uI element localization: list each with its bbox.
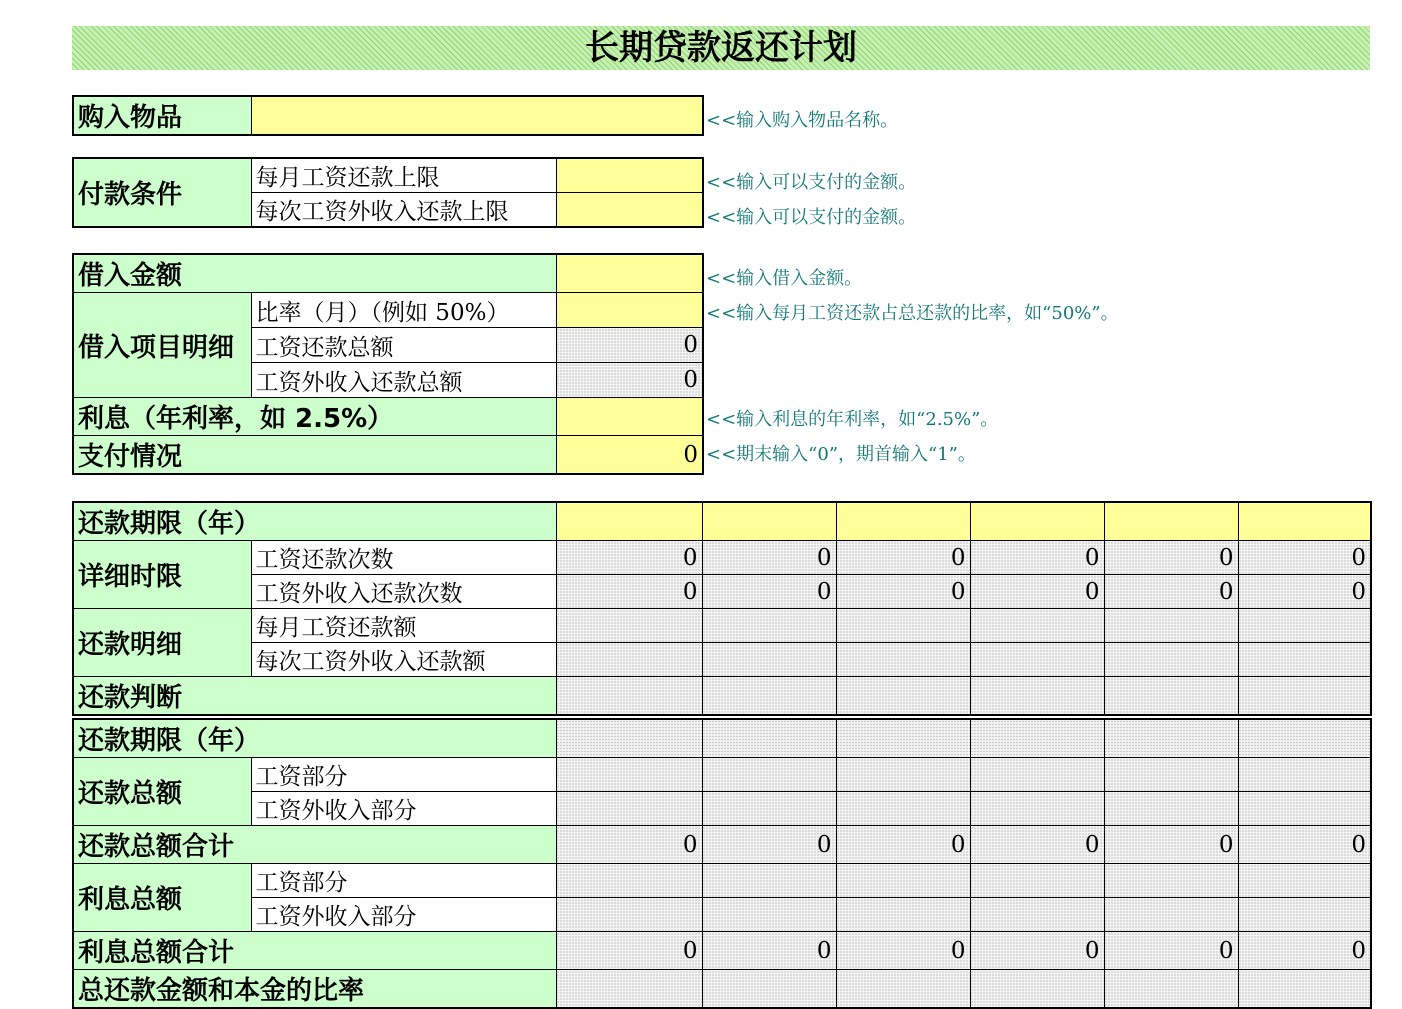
ratio-total-label: 总还款金额和本金的比率 xyxy=(73,970,556,1009)
payment-label: 付款条件 xyxy=(73,158,251,227)
item-input[interactable] xyxy=(251,96,703,135)
interest-salary-part-label: 工资部分 xyxy=(251,864,556,898)
interest-salary-part-cell xyxy=(702,864,836,898)
payment-table xyxy=(72,157,704,228)
salary-count-cell: 0 xyxy=(556,541,702,575)
other-count-cell: 0 xyxy=(556,575,702,609)
total-other-part-cell xyxy=(1238,792,1371,826)
period-input[interactable] xyxy=(836,502,970,541)
interest-other-part-cell xyxy=(970,898,1104,932)
judge-cell xyxy=(970,677,1104,716)
total-other-part-cell xyxy=(970,792,1104,826)
total-salary-part-cell xyxy=(702,758,836,792)
interest-other-part-cell xyxy=(1104,898,1238,932)
total-other-part-cell xyxy=(556,792,702,826)
summary-period-cell xyxy=(702,719,836,758)
salary-count-cell: 0 xyxy=(1104,541,1238,575)
interest-salary-part-cell xyxy=(970,864,1104,898)
page-title: 长期贷款返还计划 xyxy=(585,28,857,68)
salary-total-label: 工资还款总额 xyxy=(251,328,556,363)
total-sum-cell: 0 xyxy=(970,826,1104,864)
interest-other-part-cell xyxy=(1238,898,1371,932)
ratio-label: 比率（月）（例如 50%） xyxy=(251,293,556,328)
total-sum-label: 还款总额合计 xyxy=(73,826,556,864)
ratio-total-cell xyxy=(702,970,836,1009)
detail-period-label: 详细时限 xyxy=(73,541,251,609)
monthly-repay-label: 每月工资还款额 xyxy=(251,609,556,643)
interest-sum-cell: 0 xyxy=(836,932,970,970)
ratio-total-cell xyxy=(1238,970,1371,1009)
monthly-limit-label: 每月工资还款上限 xyxy=(251,158,556,193)
monthly-repay-cell xyxy=(970,609,1104,643)
schedule-period-label: 还款期限（年） xyxy=(73,502,556,541)
other-limit-input[interactable] xyxy=(556,193,703,228)
loan-amount-label: 借入金额 xyxy=(73,254,556,293)
item-note: <<输入购入物品名称。 xyxy=(706,110,899,131)
interest-salary-part-cell xyxy=(1238,864,1371,898)
total-sum-cell: 0 xyxy=(556,826,702,864)
period-input[interactable] xyxy=(1238,502,1371,541)
each-repay-cell xyxy=(556,643,702,677)
total-salary-part-cell xyxy=(1238,758,1371,792)
salary-count-cell: 0 xyxy=(970,541,1104,575)
loan-amount-input[interactable] xyxy=(556,254,703,293)
total-sum-cell: 0 xyxy=(1238,826,1371,864)
summary-period-cell xyxy=(556,719,702,758)
summary-period-cell xyxy=(1104,719,1238,758)
judge-label: 还款判断 xyxy=(73,677,556,716)
total-repay-label: 还款总额 xyxy=(73,758,251,826)
monthly-repay-cell xyxy=(702,609,836,643)
total-salary-part-label: 工资部分 xyxy=(251,758,556,792)
salary-count-label: 工资还款次数 xyxy=(251,541,556,575)
other-count-label: 工资外收入还款次数 xyxy=(251,575,556,609)
other-count-cell: 0 xyxy=(1238,575,1371,609)
total-sum-cell: 0 xyxy=(702,826,836,864)
monthly-repay-cell xyxy=(1238,609,1371,643)
monthly-limit-input[interactable] xyxy=(556,158,703,193)
summary-period-cell xyxy=(970,719,1104,758)
summary-period-label: 还款期限（年） xyxy=(73,719,556,758)
total-salary-part-cell xyxy=(836,758,970,792)
period-input[interactable] xyxy=(970,502,1104,541)
ratio-input[interactable] xyxy=(556,293,703,328)
summary-table xyxy=(72,718,1372,1009)
salary-total-value: 0 xyxy=(556,328,703,363)
interest-salary-part-cell xyxy=(1104,864,1238,898)
monthly-repay-cell xyxy=(836,609,970,643)
salary-count-cell: 0 xyxy=(836,541,970,575)
each-repay-cell xyxy=(1238,643,1371,677)
item-label: 购入物品 xyxy=(73,96,251,135)
salary-count-cell: 0 xyxy=(702,541,836,575)
total-salary-part-cell xyxy=(970,758,1104,792)
other-count-cell: 0 xyxy=(1104,575,1238,609)
other-count-cell: 0 xyxy=(836,575,970,609)
other-count-cell: 0 xyxy=(702,575,836,609)
judge-cell xyxy=(702,677,836,716)
interest-note: <<输入利息的年利率，如“2.5%”。 xyxy=(706,409,999,430)
total-sum-cell: 0 xyxy=(1104,826,1238,864)
salary-count-cell: 0 xyxy=(1238,541,1371,575)
total-salary-part-cell xyxy=(556,758,702,792)
interest-sum-cell: 0 xyxy=(702,932,836,970)
interest-salary-part-cell xyxy=(556,864,702,898)
loan-table xyxy=(72,253,704,475)
period-input[interactable] xyxy=(556,502,702,541)
ratio-total-cell xyxy=(1104,970,1238,1009)
summary-period-cell xyxy=(836,719,970,758)
total-other-part-cell xyxy=(702,792,836,826)
monthly-repay-cell xyxy=(556,609,702,643)
each-repay-cell xyxy=(702,643,836,677)
interest-sum-cell: 0 xyxy=(556,932,702,970)
pay-label: 支付情况 xyxy=(73,436,556,475)
total-other-part-cell xyxy=(1104,792,1238,826)
loan-detail-label: 借入项目明细 xyxy=(73,293,251,398)
interest-other-part-cell xyxy=(836,898,970,932)
interest-total-label: 利息总额 xyxy=(73,864,251,932)
each-repay-cell xyxy=(836,643,970,677)
interest-sum-cell: 0 xyxy=(1104,932,1238,970)
ratio-total-cell xyxy=(836,970,970,1009)
other-total-value: 0 xyxy=(556,363,703,398)
other-count-cell: 0 xyxy=(970,575,1104,609)
each-repay-cell xyxy=(1104,643,1238,677)
ratio-total-cell xyxy=(970,970,1104,1009)
interest-label: 利息（年利率，如 2.5%） xyxy=(73,398,556,436)
interest-sum-cell: 0 xyxy=(970,932,1104,970)
judge-cell xyxy=(1238,677,1371,716)
ratio-note: <<输入每月工资还款占总还款的比率，如“50%”。 xyxy=(706,303,1119,324)
other-total-label: 工资外收入还款总额 xyxy=(251,363,556,398)
ratio-total-cell xyxy=(556,970,702,1009)
interest-sum-label: 利息总额合计 xyxy=(73,932,556,970)
summary-period-cell xyxy=(1238,719,1371,758)
judge-cell xyxy=(556,677,702,716)
total-salary-part-cell xyxy=(1104,758,1238,792)
interest-input[interactable] xyxy=(556,398,703,436)
interest-other-part-label: 工资外收入部分 xyxy=(251,898,556,932)
schedule-table xyxy=(72,501,1372,716)
period-input[interactable] xyxy=(1104,502,1238,541)
each-repay-cell xyxy=(970,643,1104,677)
pay-input[interactable]: 0 xyxy=(556,436,703,475)
each-repay-label: 每次工资外收入还款额 xyxy=(251,643,556,677)
total-other-part-cell xyxy=(836,792,970,826)
interest-other-part-cell xyxy=(702,898,836,932)
judge-cell xyxy=(836,677,970,716)
period-input[interactable] xyxy=(702,502,836,541)
judge-cell xyxy=(1104,677,1238,716)
repay-detail-label: 还款明细 xyxy=(73,609,251,677)
interest-sum-cell: 0 xyxy=(1238,932,1371,970)
pay-note: <<期末输入“0”，期首输入“1”。 xyxy=(706,444,976,465)
item-table xyxy=(72,95,704,136)
interest-salary-part-cell xyxy=(836,864,970,898)
interest-other-part-cell xyxy=(556,898,702,932)
total-other-part-label: 工资外收入部分 xyxy=(251,792,556,826)
total-sum-cell: 0 xyxy=(836,826,970,864)
other-limit-note: <<输入可以支付的金额。 xyxy=(706,207,917,228)
other-limit-label: 每次工资外收入还款上限 xyxy=(251,193,556,228)
monthly-repay-cell xyxy=(1104,609,1238,643)
loan-amount-note: <<输入借入金额。 xyxy=(706,268,863,289)
monthly-limit-note: <<输入可以支付的金额。 xyxy=(706,172,917,193)
